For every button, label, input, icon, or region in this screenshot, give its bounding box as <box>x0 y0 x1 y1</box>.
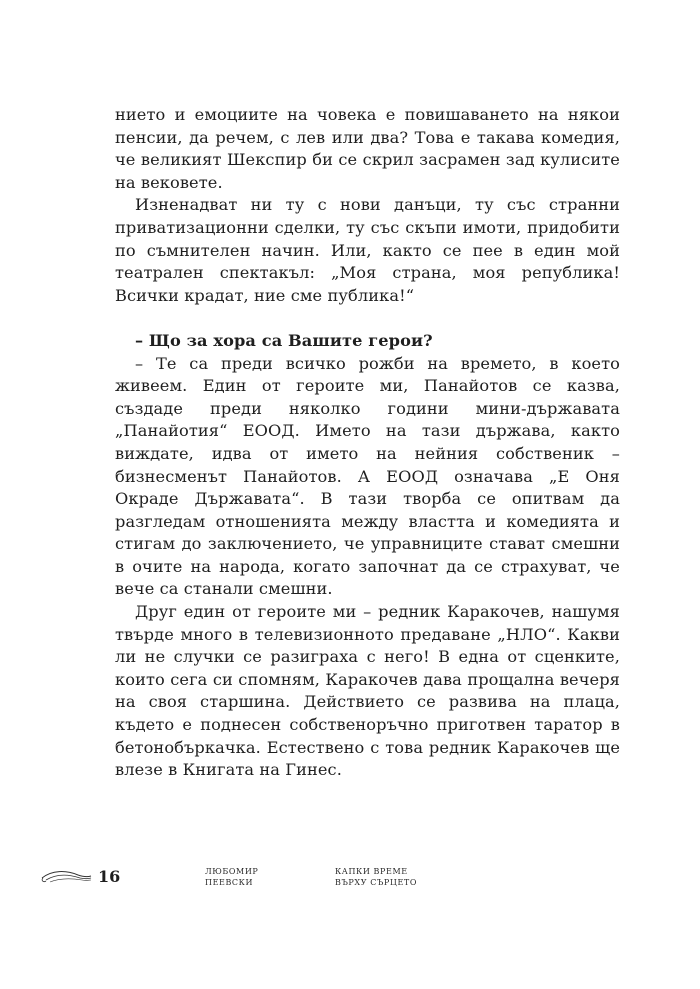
page-footer <box>0 862 700 902</box>
author-last-name: ПЕЕВСКИ <box>205 878 254 887</box>
paragraph-taxes: Изненадват ни ту с нови данъци, ту със странни приватизационни сделки, ту със скъпи имоти, придобити по съмнителен начин. Или, както се пее в един мой театрален спектакъл: „Моя страна, моя република! Всички крадат, ние сме публика!“ <box>115 195 620 305</box>
book-title-line1: КАПКИ ВРЕМЕ <box>335 867 408 876</box>
page-number: 16 <box>98 867 121 886</box>
interview-question: – Що за хора са Вашите герои? <box>135 330 433 350</box>
flourish-ornament-icon <box>40 868 92 886</box>
paragraph-karakochev: Друг един от героите ми – редник Каракочев, нашумя твърде много в телевизионното предаване „НЛО“. Какви ли не случки се разиграха с него! В една от сценките, които сега си спомням, Каракочев дава прощална вечеря на своя старшина. Действието се развива на плаца, където е поднесен собственоръчно приготвен таратор в бетонобъркачка. Естествено с това редник Каракочев ще влезе в Книгата на Гинес. <box>115 602 620 780</box>
author-first-name: ЛЮБОМИР <box>205 867 259 876</box>
paragraph-heroes: – Те са преди всичко рожби на времето, в което живеем. Един от героите ми, Панайотов се казва, създаде преди няколко години мини-държавата „Панайотия“ ЕООД. Името на тази държава, както виждате, идва от името на нейния собственик – бизнесменът Панайотов. А ЕООД означава „Е Оня Окраде Държавата“. В тази творба се опитвам да разгледам отношенията между властта и комедията и стигам до заключението, че управниците стават смешни в очите на народа, когато започнат да се страхуват, че вече са станали смешни. <box>115 353 620 599</box>
book-title-line2: ВЪРХУ СЪРЦЕТО <box>335 878 418 887</box>
paragraph-continued: нието и емоциите на човека е повишаването на някои пенсии, да речем, с лев или два? Това е такава комедия, че великият Шекспир би се скрил засрамен зад кулисите на вековете. <box>115 105 620 192</box>
book-title <box>335 866 417 888</box>
paragraph-gap <box>115 307 620 330</box>
author-name <box>205 866 258 888</box>
body-text <box>115 104 620 782</box>
